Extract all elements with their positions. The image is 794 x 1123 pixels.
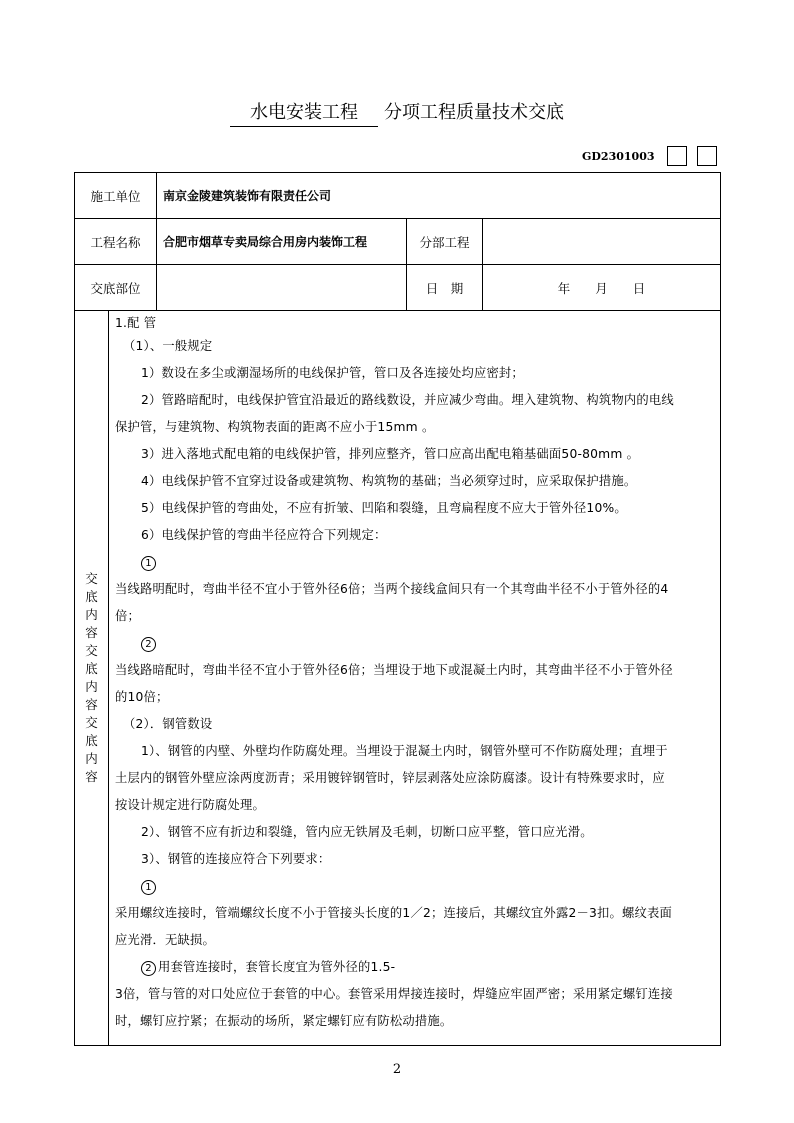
paragraph: 2）管路暗配时，电线保护管宜沿最近的路线数设，并应减少弯曲。埋入建筑物、构筑物内的电线: [141, 393, 674, 407]
side-char: 内: [85, 607, 98, 622]
project-value: 合肥市烟草专卖局综合用房内装饰工程: [157, 219, 407, 265]
paragraph: 3）、钢管的连接应符合下列要求：: [141, 852, 331, 866]
page-number: 2: [392, 1062, 402, 1077]
side-char: 底: [85, 661, 98, 676]
paragraph: 时，螺钉应拧紧；在振动的场所，紧定螺钉应有防松动措施。: [115, 1014, 453, 1028]
side-char: 容: [85, 769, 98, 784]
paragraph: 2）、钢管不应有折边和裂缝，管内应无铁屑及毛刺，切断口应平整，管口应光滑。: [141, 825, 593, 839]
section-heading: 1.配 管: [115, 316, 157, 330]
checkbox-2[interactable]: [697, 146, 717, 166]
unit-value: 南京金陵建筑装饰有限责任公司: [157, 173, 721, 219]
row-unit: [75, 173, 721, 219]
side-char: 内: [85, 751, 98, 766]
date-label: 日 期: [407, 265, 483, 311]
side-char: 容: [85, 697, 98, 712]
part-label: 交底部位: [75, 265, 157, 311]
sub-project-label: 分部工程: [407, 219, 483, 265]
marker-line: [115, 549, 714, 576]
unit-label: 施工单位: [75, 173, 157, 219]
row-project: [75, 219, 721, 265]
project-label: 工程名称: [75, 219, 157, 265]
paragraph: 保护管，与建筑物、构筑物表面的距离不应小于15mm 。: [115, 420, 435, 434]
disclosure-content: [109, 311, 721, 1046]
side-label: [75, 311, 109, 1046]
paragraph: 应光滑．无缺损。: [115, 933, 215, 947]
sub-project-value: [483, 219, 721, 265]
paragraph: 1）数设在多尘或潮湿场所的电线保护管，管口及各连接处均应密封；: [141, 366, 524, 380]
paragraph: 当线路暗配时，弯曲半径不宜小于管外径6倍；当埋设于地下或混凝土内时，其弯曲半径不小于管外径: [115, 663, 673, 677]
side-char: 交: [85, 715, 98, 730]
paragraph: 1）、钢管的内壁、外壁均作防腐处理。当埋设于混凝土内时，钢管外壁可不作防腐处理；直埋于: [141, 744, 668, 758]
paragraph: 倍；: [115, 609, 140, 623]
paragraph: 4）电线保护管不宜穿过设备或建筑物、构筑物的基础；当必须穿过时，应采取保护措施。: [141, 474, 637, 488]
circled-two-icon: 2: [141, 961, 156, 976]
project-type: 水电安装工程: [230, 98, 378, 127]
document-title: [0, 98, 794, 127]
paragraph: 采用螺纹连接时，管端螺纹长度不小于管接头长度的1／2；连接后，其螺纹宜外露2－3扣。螺纹表面: [115, 906, 672, 920]
paragraph-text: 用套管连接时，套管长度宜为管外径的1.5-: [158, 960, 396, 974]
checkbox-1[interactable]: [667, 146, 687, 166]
disclosure-table: [74, 172, 721, 1046]
side-char: 底: [85, 589, 98, 604]
circled-two-icon: 2: [141, 637, 156, 652]
circled-one-icon: 1: [141, 556, 156, 571]
paragraph-with-marker: [115, 954, 714, 981]
part-value: [157, 265, 407, 311]
title-suffix: 分项工程质量技术交底: [384, 102, 564, 123]
paragraph: 的10倍；: [115, 690, 169, 704]
code-row: [560, 146, 720, 168]
paragraph: 当线路明配时，弯曲半径不宜小于管外径6倍；当两个接线盒间只有一个其弯曲半径不小于管外径的4: [115, 582, 669, 596]
row-content: [75, 311, 721, 1046]
subsection-heading: （1）、一般规定: [123, 339, 213, 353]
circled-one-icon: 1: [141, 880, 156, 895]
marker-line: [115, 630, 714, 657]
date-value: 年 月 日: [483, 265, 721, 311]
marker-line: [115, 873, 714, 900]
paragraph: 土层内的钢管外壁应涂两度沥青；采用镀锌钢管时，锌层剥落处应涂防腐漆。设计有特殊要求时，应: [115, 771, 665, 785]
side-char: 交: [85, 643, 98, 658]
side-char: 容: [85, 625, 98, 640]
paragraph: 3倍，管与管的对口处应位于套管的中心。套管采用焊接连接时，焊缝应牢固严密；采用紧定螺钉连接: [115, 987, 673, 1001]
paragraph: 3）进入落地式配电箱的电线保护管，排列应整齐，管口应高出配电箱基础面50-80mm 。: [141, 447, 640, 461]
row-part: [75, 265, 721, 311]
paragraph: 5）电线保护管的弯曲处，不应有折皱、凹陷和裂缝，且弯扁程度不应大于管外径10%。: [141, 501, 627, 515]
side-char: 交: [85, 571, 98, 586]
document-code: GD2301003: [582, 150, 655, 163]
side-char: 底: [85, 733, 98, 748]
paragraph: 6）电线保护管的弯曲半径应符合下列规定：: [141, 528, 387, 542]
paragraph: 按设计规定进行防腐处理。: [115, 798, 265, 812]
side-char: 内: [85, 679, 98, 694]
subsection-heading: （2）．钢管数设: [123, 717, 213, 731]
